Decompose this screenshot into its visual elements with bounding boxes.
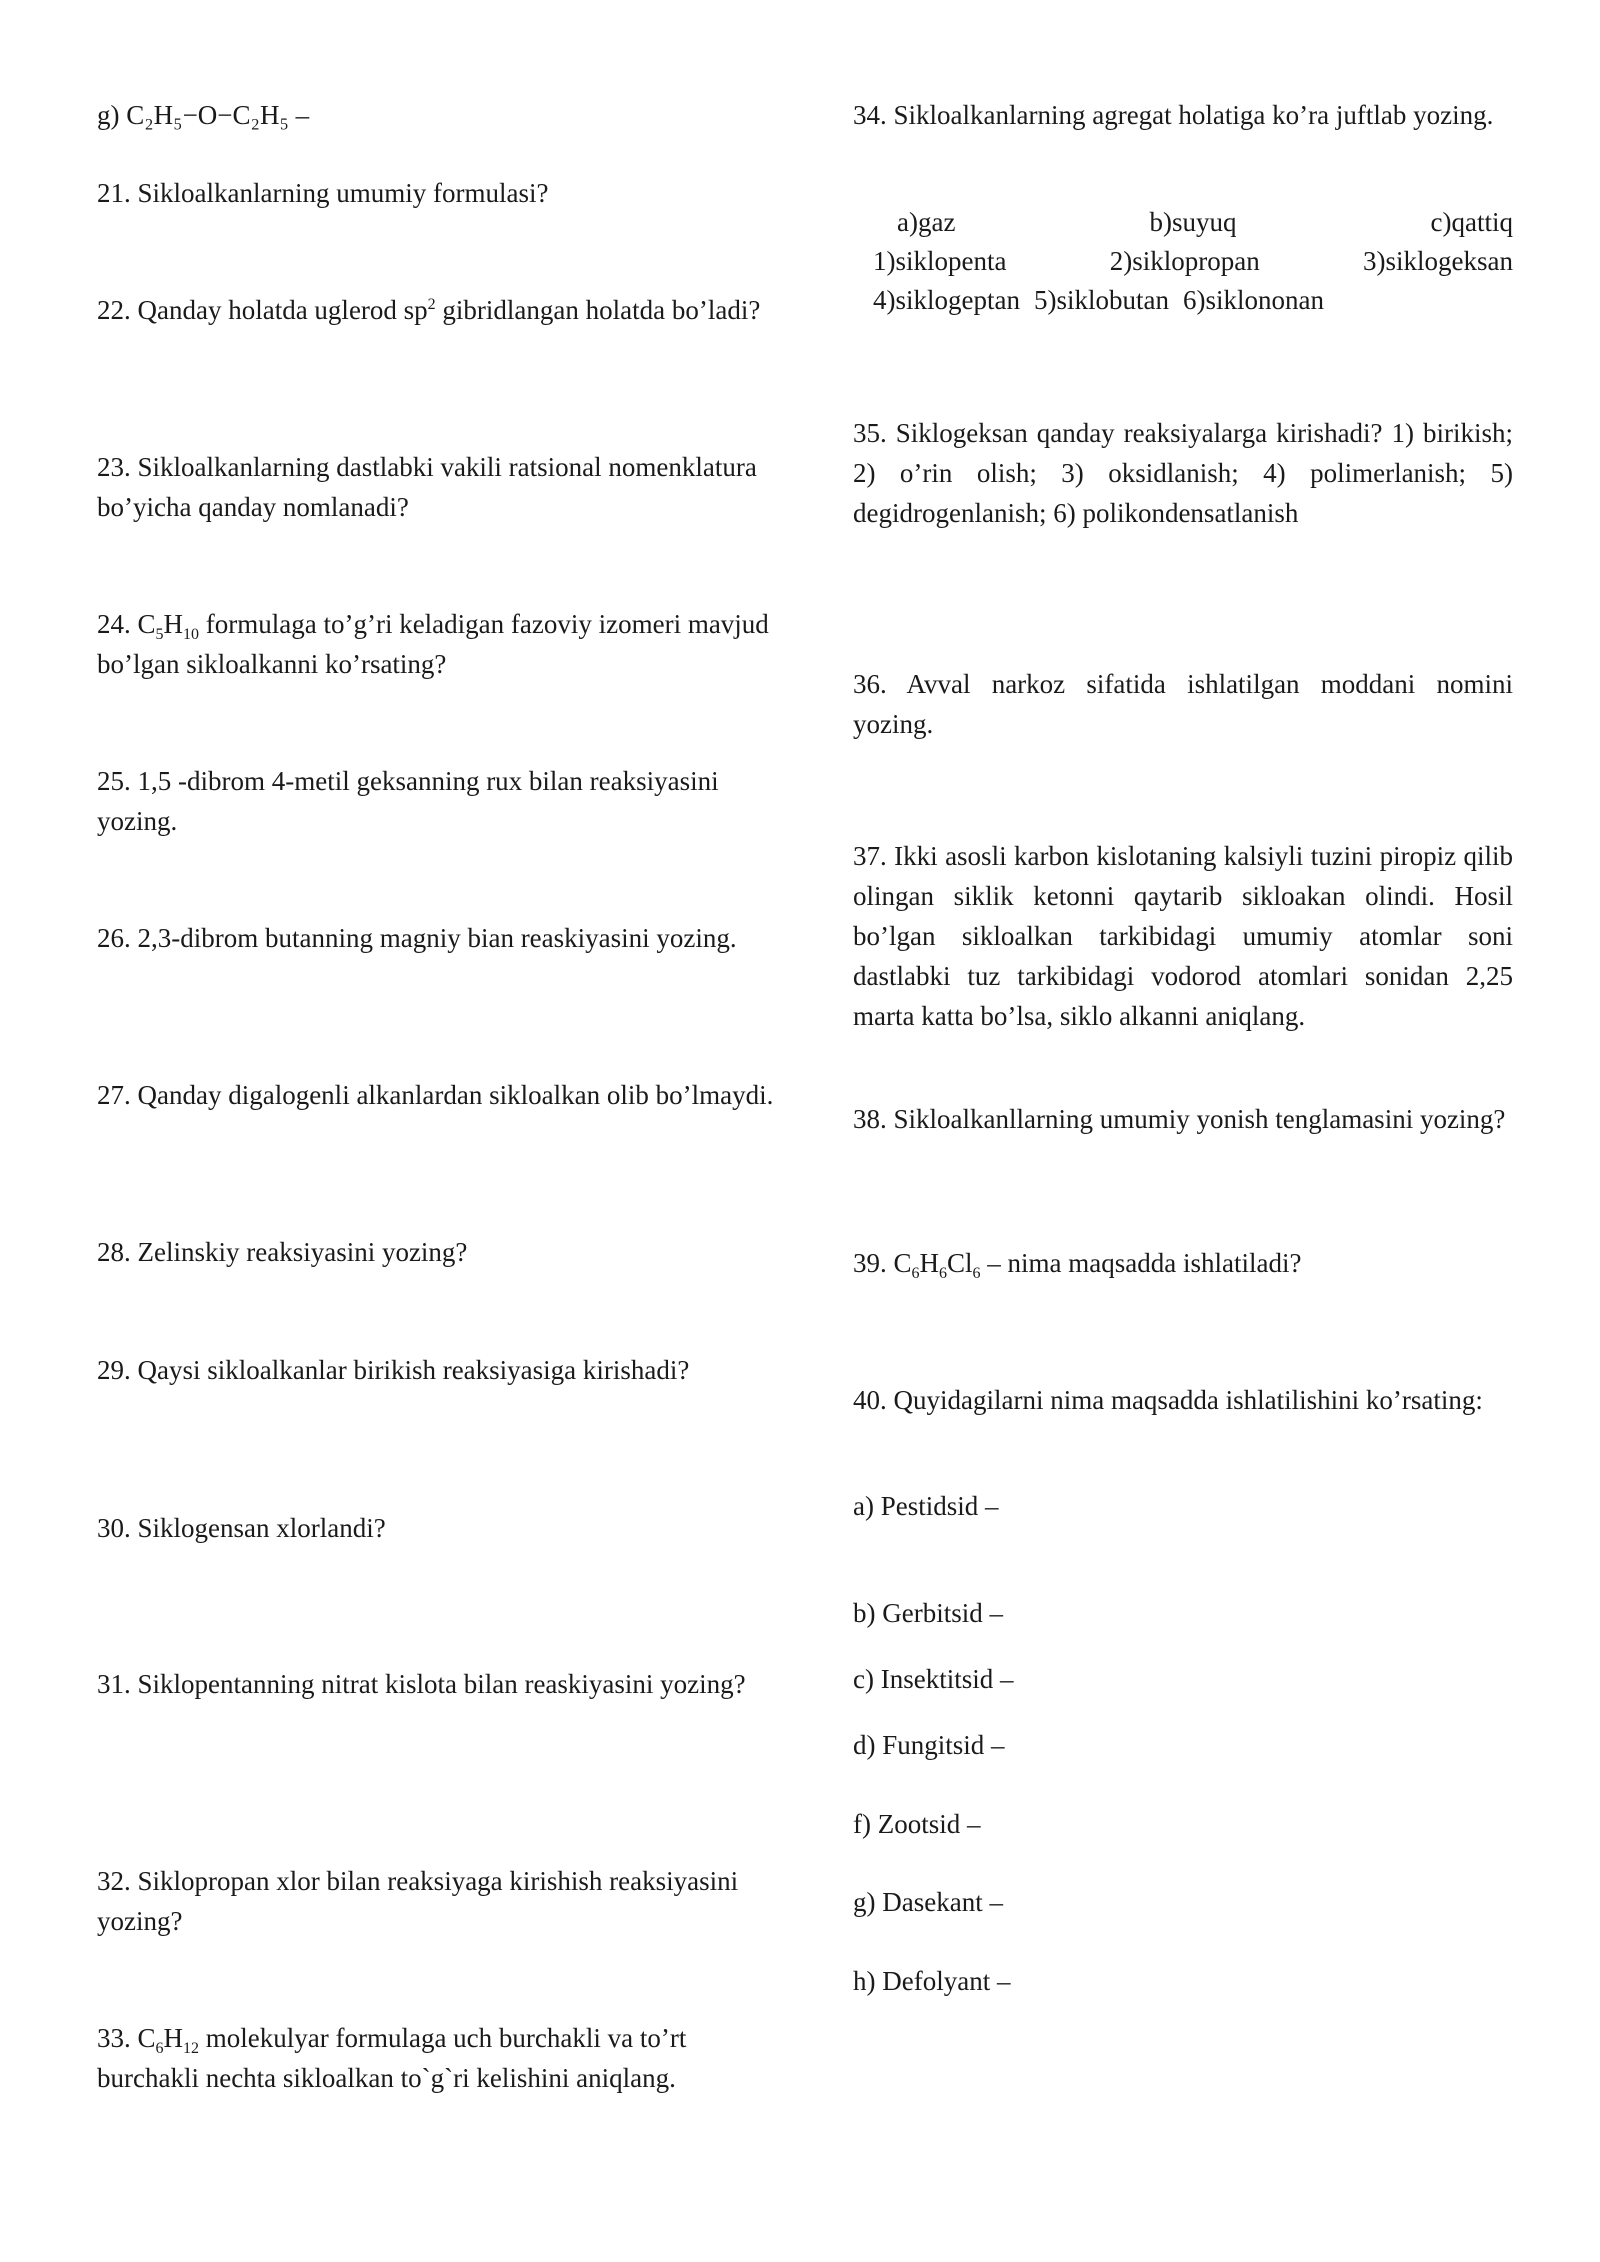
q34-options-row-1 <box>873 241 1513 281</box>
question-26: 26. 2,3-dibrom butanning magniy bian reaskiyasini yozing. <box>97 923 737 953</box>
state-solid: c)qattiq <box>1430 207 1513 237</box>
q40-item-defolyant: h) Defolyant – <box>853 1966 1011 1996</box>
q40-item-dasekant: g) Dasekant – <box>853 1887 1003 1917</box>
question-40: 40. Quyidagilarni nima maqsadda ishlatilishini ko’rsating: <box>853 1385 1483 1415</box>
question-23: 23. Sikloalkanlarning dastlabki vakili ratsional nomenklatura bo’yicha qanday nomlanadi? <box>97 452 757 522</box>
question-30: 30. Siklogensan xlorlandi? <box>97 1513 386 1543</box>
q40-item-zootsid: f) Zootsid – <box>853 1809 981 1839</box>
question-34: 34. Sikloalkanlarning agregat holatiga ko’ra juftlab yozing. <box>853 100 1494 130</box>
option-4: 4)siklogeptan <box>873 285 1020 315</box>
option-3: 3)siklogeksan <box>1363 246 1513 276</box>
q40-item-gerbitsid: b) Gerbitsid – <box>853 1598 1003 1628</box>
question-36: 36. Avval narkoz sifatida ishlatilgan moddani nomini yozing. <box>853 669 1513 739</box>
question-22: 22. Qanday holatda uglerod $sp^2$ gibridlangan holatda bo’ladi? <box>97 295 761 325</box>
question-28: 28. Zelinskiy reaksiyasini yozing? <box>97 1237 468 1267</box>
option-5: 5)siklobutan <box>1033 285 1169 315</box>
question-39: 39. $C_6H_6Cl_6$ – nima maqsadda ishlatiladi? <box>853 1248 1302 1282</box>
question-25: 25. 1,5 -dibrom 4-metil geksanning rux bilan reaksiyasini yozing. <box>97 766 719 836</box>
q40-item-insektitsid: c) Insektitsid – <box>853 1664 1014 1694</box>
question-32: 32. Siklopropan xlor bilan reaksiyaga kirishish reaksiyasini yozing? <box>97 1866 739 1936</box>
question-27: 27. Qanday digalogenli alkanlardan sikloalkan olib bo’lmaydi. <box>97 1080 774 1110</box>
question-21: 21. Sikloalkanlarning umumiy formulasi? <box>97 178 549 208</box>
q34-states-row <box>897 202 1513 242</box>
question-24: 24. $C_5H_{10}$ formulaga to’g’ri keladigan fazoviy izomeri mavjud bo’lgan sikloalkanni ko’rsating? <box>97 609 769 679</box>
question-37: 37. Ikki asosli karbon kislotaning kalsiyli tuzini piropiz qilib olingan siklik ketonni qaytarib sikloakan olindi. Hosil bo’lgan sikloalkan tarkibidagi umumiy atomlar soni dastlabki tuz tarkibidagi vodorod atomlari sonidan 2,25 marta katta bo’lsa, siklo alkanni aniqlang. <box>853 841 1513 1031</box>
question-33: 33. $C_6H_{12}$ molekulyar formulaga uch burchakli va to’rt burchakli nechta sikloalkan to`g`ri kelishini aniqlang. <box>97 2023 687 2093</box>
question-20g: g) C₂H₅−O−C₂H₅ – <box>97 100 310 130</box>
state-liquid: b)suyuq <box>1149 207 1237 237</box>
option-2: 2)siklopropan <box>1109 246 1260 276</box>
q40-item-pestitsid: a) Pestidsid – <box>853 1491 999 1521</box>
option-6: 6)siklononan <box>1182 285 1324 315</box>
question-29: 29. Qaysi sikloalkanlar birikish reaksiyasiga kirishadi? <box>97 1355 690 1385</box>
q34-options-row-2 <box>873 280 1393 320</box>
q40-item-fungitsid: d) Fungitsid – <box>853 1730 1005 1760</box>
state-gas: a)gaz <box>897 207 956 237</box>
question-35: 35. Siklogeksan qanday reaksiyalarga kirishadi? 1) birikish; 2) o’rin olish; 3) oksidlanish; 4) polimerlanish; 5) degidrogenlanish; 6) polikondensatlanish <box>853 418 1513 528</box>
question-38: 38. Sikloalkanllarning umumiy yonish tenglamasini yozing? <box>853 1104 1506 1134</box>
option-1: 1)siklopenta <box>873 246 1007 276</box>
question-31: 31. Siklopentanning nitrat kislota bilan reaskiyasini yozing? <box>97 1669 746 1699</box>
